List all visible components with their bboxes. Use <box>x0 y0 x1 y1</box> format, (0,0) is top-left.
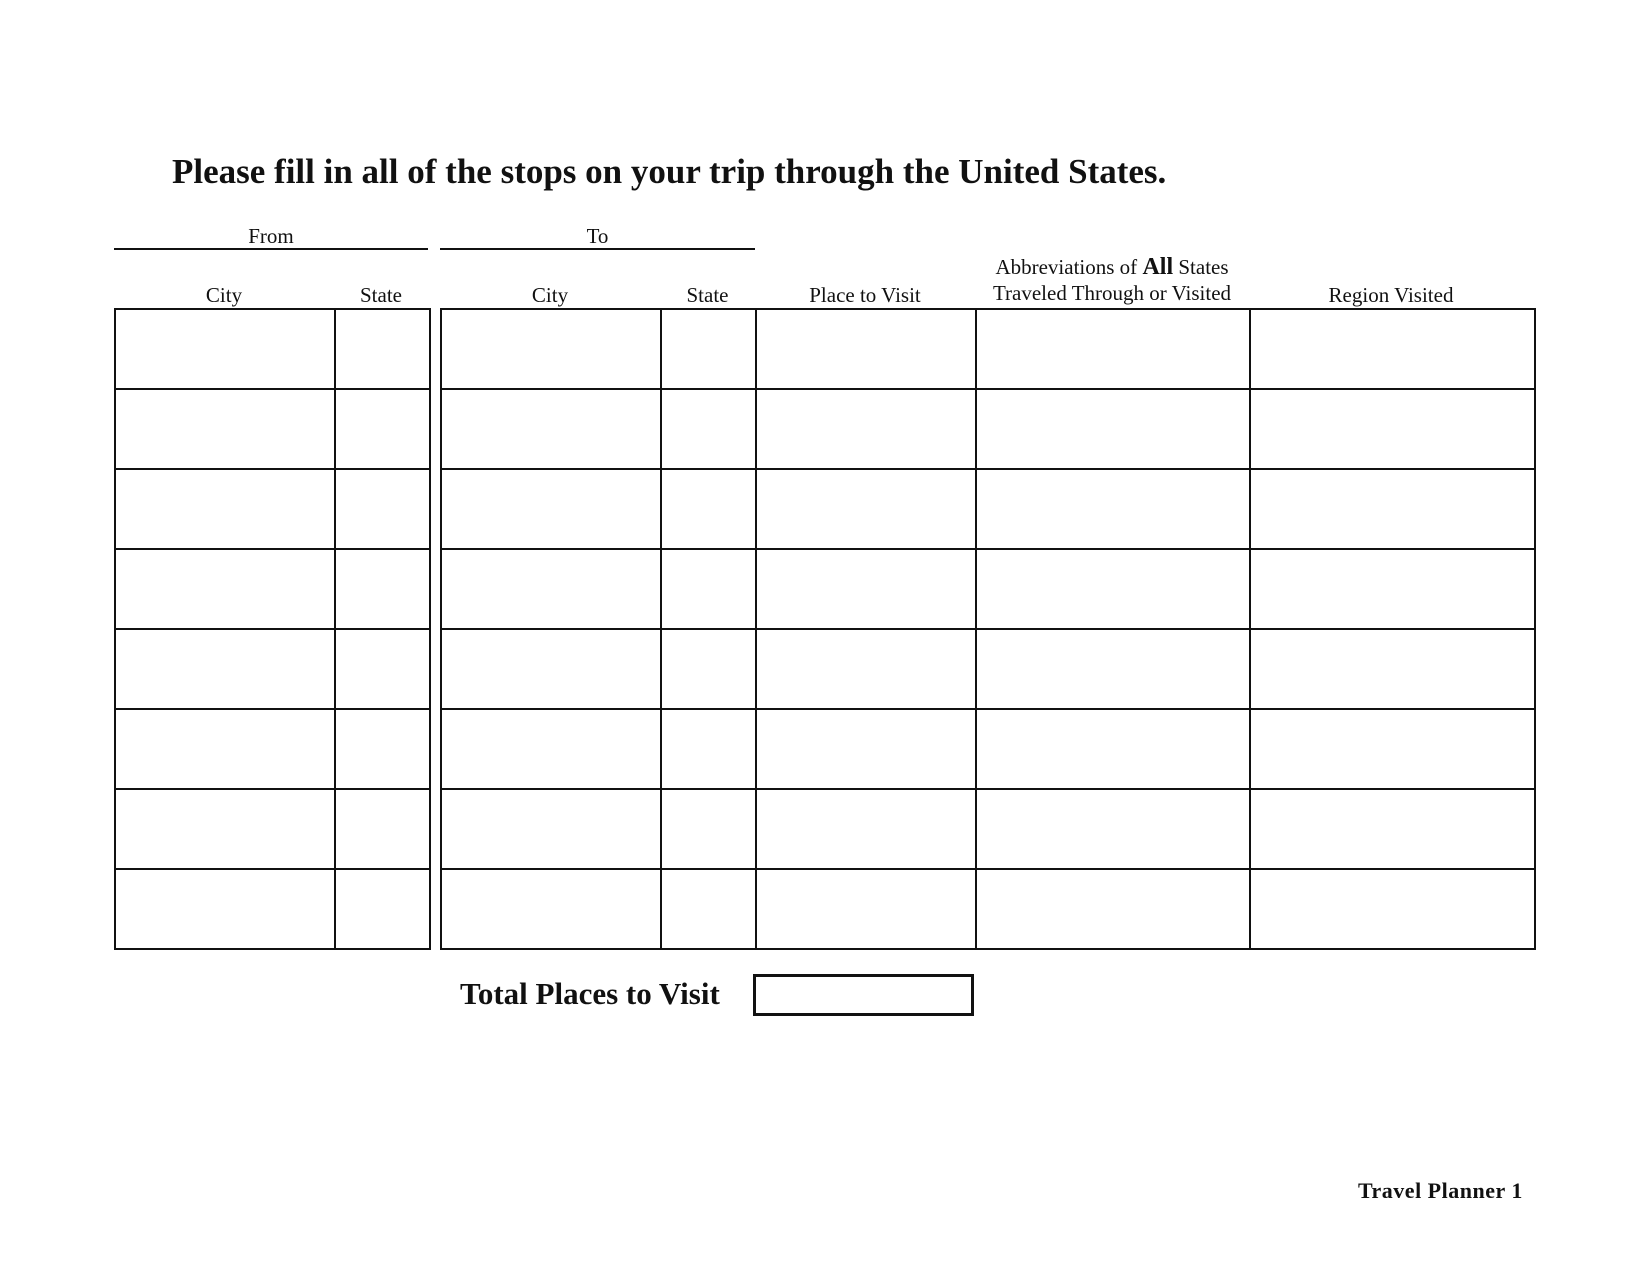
region-visited-cell[interactable] <box>1250 789 1535 869</box>
to-city-cell[interactable] <box>441 549 661 629</box>
to-city-cell[interactable] <box>441 309 661 389</box>
place-to-visit-cell[interactable] <box>756 549 976 629</box>
from-city-cell[interactable] <box>115 789 335 869</box>
from-state-cell[interactable] <box>335 869 430 949</box>
total-places-field[interactable] <box>753 974 974 1016</box>
from-state-cell[interactable] <box>335 629 430 709</box>
to-state-cell[interactable] <box>661 469 756 549</box>
abbreviations-cell[interactable] <box>976 389 1250 469</box>
from-table <box>114 308 431 950</box>
from-city-cell[interactable] <box>115 469 335 549</box>
from-table-row <box>115 469 430 549</box>
to-table-body <box>441 309 1535 949</box>
from-table-row <box>115 389 430 469</box>
to-table-row <box>441 549 1535 629</box>
abbr-text-all: All <box>1142 254 1174 280</box>
to-state-cell[interactable] <box>661 389 756 469</box>
to-state-cell[interactable] <box>661 869 756 949</box>
region-visited-cell[interactable] <box>1250 709 1535 789</box>
from-state-cell[interactable] <box>335 549 430 629</box>
to-state-cell[interactable] <box>661 709 756 789</box>
from-table-row <box>115 629 430 709</box>
to-table-row <box>441 309 1535 389</box>
abbr-text-line2: Traveled Through or Visited <box>992 281 1232 305</box>
to-table-row <box>441 469 1535 549</box>
to-city-cell[interactable] <box>441 629 661 709</box>
from-city-cell[interactable] <box>115 309 335 389</box>
from-table-body <box>115 309 430 949</box>
region-visited-cell[interactable] <box>1250 629 1535 709</box>
region-visited-cell[interactable] <box>1250 869 1535 949</box>
place-to-visit-cell[interactable] <box>756 309 976 389</box>
abbr-text-a: Abbreviations of <box>995 255 1143 279</box>
abbreviations-cell[interactable] <box>976 869 1250 949</box>
from-city-cell[interactable] <box>115 389 335 469</box>
page-footer: Travel Planner 1 <box>1358 1178 1523 1203</box>
to-table-row <box>441 389 1535 469</box>
from-state-cell[interactable] <box>335 309 430 389</box>
to-table-row <box>441 629 1535 709</box>
to-city-cell[interactable] <box>441 469 661 549</box>
from-table-row <box>115 709 430 789</box>
from-city-cell[interactable] <box>115 709 335 789</box>
region-visited-cell[interactable] <box>1250 389 1535 469</box>
from-table-row <box>115 869 430 949</box>
region-visited-cell[interactable] <box>1250 309 1535 389</box>
to-city-cell[interactable] <box>441 709 661 789</box>
to-table <box>440 308 1536 950</box>
abbreviations-cell[interactable] <box>976 549 1250 629</box>
abbreviations-cell[interactable] <box>976 629 1250 709</box>
place-to-visit-cell[interactable] <box>756 469 976 549</box>
from-city-cell[interactable] <box>115 869 335 949</box>
abbreviations-cell[interactable] <box>976 469 1250 549</box>
from-state-cell[interactable] <box>335 469 430 549</box>
page-title: Please fill in all of the stops on your trip through the United States. <box>172 152 1167 191</box>
region-visited-cell[interactable] <box>1250 469 1535 549</box>
total-places-label: Total Places to Visit <box>460 976 720 1011</box>
abbreviations-cell[interactable] <box>976 709 1250 789</box>
to-city-cell[interactable] <box>441 789 661 869</box>
col-header-place-to-visit: Place to Visit <box>809 283 921 307</box>
from-table-row <box>115 549 430 629</box>
to-table-row <box>441 869 1535 949</box>
abbreviations-cell[interactable] <box>976 309 1250 389</box>
to-table-row <box>441 709 1535 789</box>
to-state-cell[interactable] <box>661 549 756 629</box>
place-to-visit-cell[interactable] <box>756 389 976 469</box>
col-header-abbreviations <box>975 254 1249 306</box>
from-state-cell[interactable] <box>335 789 430 869</box>
place-to-visit-cell[interactable] <box>756 869 976 949</box>
from-city-cell[interactable] <box>115 629 335 709</box>
from-city-cell[interactable] <box>115 549 335 629</box>
to-city-cell[interactable] <box>441 869 661 949</box>
col-header-to-city: City <box>531 283 569 307</box>
to-state-cell[interactable] <box>661 629 756 709</box>
place-to-visit-cell[interactable] <box>756 789 976 869</box>
from-state-cell[interactable] <box>335 709 430 789</box>
to-table-row <box>441 789 1535 869</box>
abbreviations-cell[interactable] <box>976 789 1250 869</box>
to-group-header: To <box>440 222 755 250</box>
to-state-cell[interactable] <box>661 309 756 389</box>
col-header-to-state: State <box>686 283 729 307</box>
from-group-header: From <box>114 222 428 250</box>
region-visited-cell[interactable] <box>1250 549 1535 629</box>
place-to-visit-cell[interactable] <box>756 709 976 789</box>
to-city-cell[interactable] <box>441 389 661 469</box>
col-header-from-state: State <box>360 283 402 307</box>
col-header-from-city: City <box>205 283 243 307</box>
col-header-region-visited: Region Visited <box>1328 283 1454 307</box>
from-state-cell[interactable] <box>335 389 430 469</box>
from-table-row <box>115 789 430 869</box>
abbr-text-c: States <box>1173 255 1229 279</box>
to-state-cell[interactable] <box>661 789 756 869</box>
from-table-row <box>115 309 430 389</box>
place-to-visit-cell[interactable] <box>756 629 976 709</box>
